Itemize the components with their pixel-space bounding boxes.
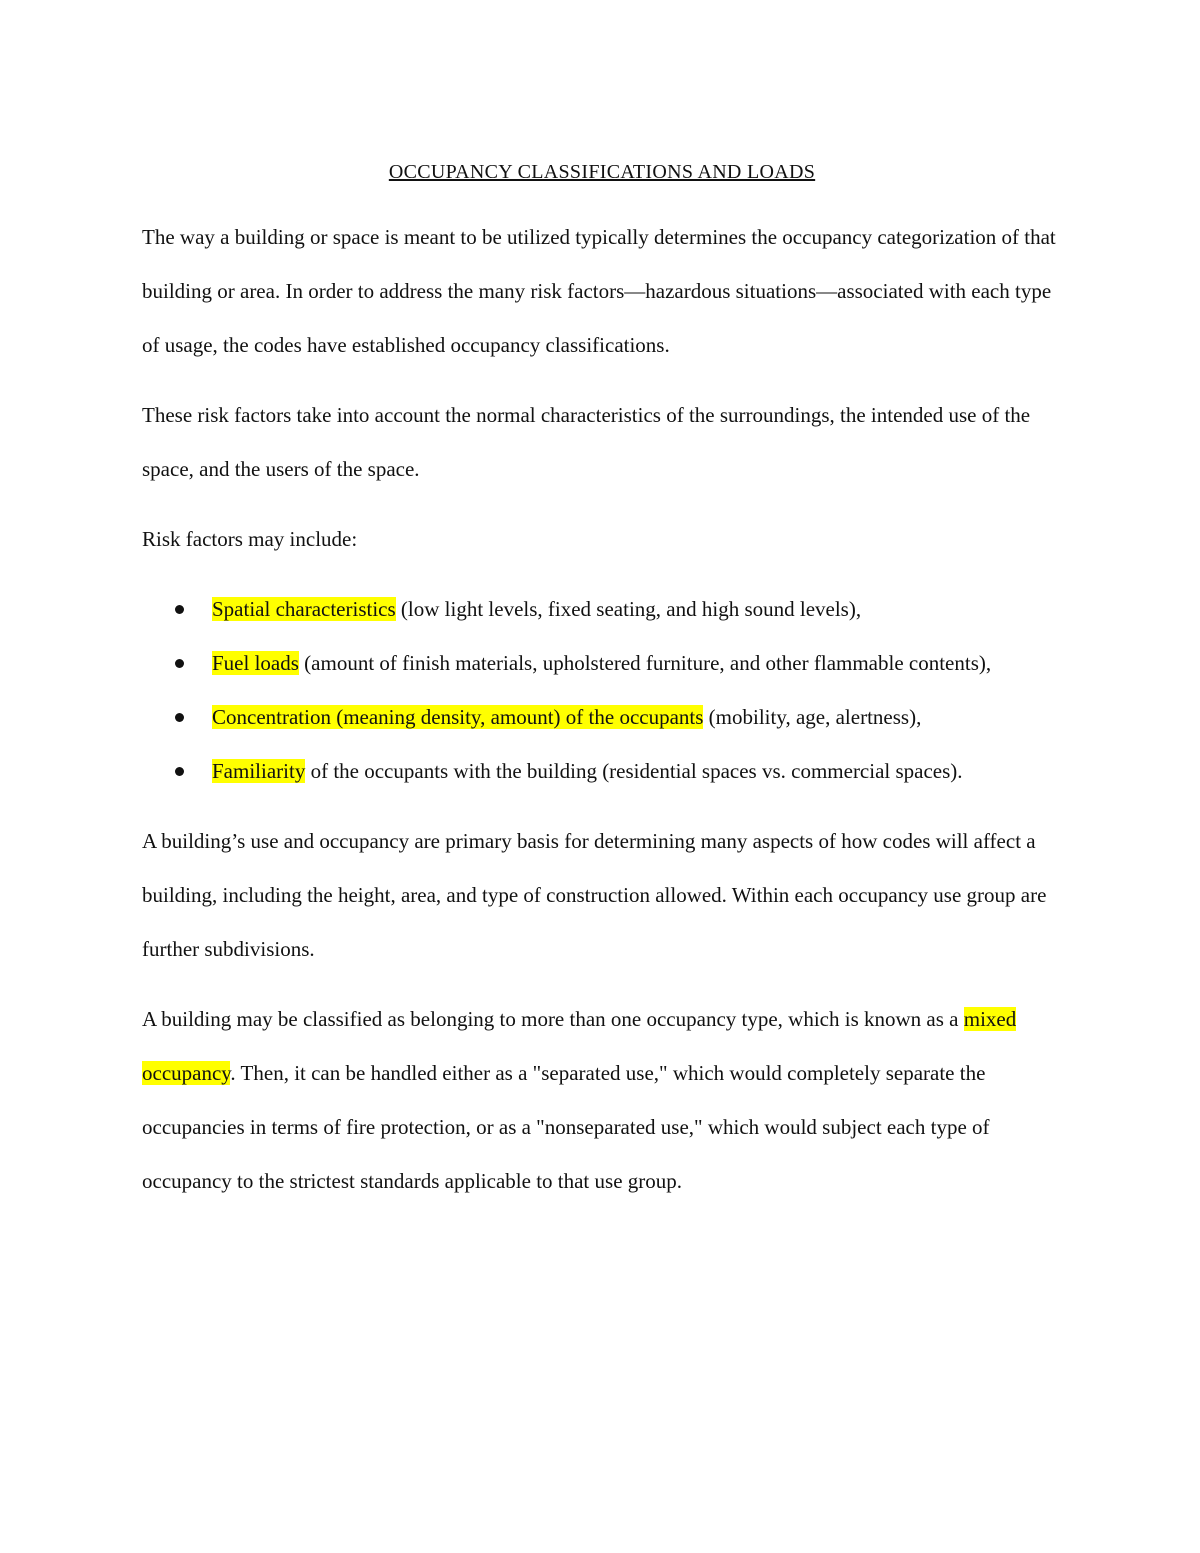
- highlighted-term: Fuel loads: [212, 651, 299, 675]
- use-and-occupancy-paragraph: A building’s use and occupancy are primary basis for determining many aspects of how codes will affect a building, including the height, area, and type of construction allowed. Within each occupancy use group are further subdivisions.: [142, 829, 1047, 961]
- bullet-icon: [175, 659, 184, 668]
- paragraph-text: . Then, it can be handled either as a "separated use," which would completely separate the occupancies in terms of fire protection, or as a "nonseparated use," which would subject each type of occupancy to the strictest standards applicable to that use group.: [142, 1061, 990, 1193]
- risk-factors-list: [142, 582, 1062, 798]
- list-item-text: of the occupants with the building (residential spaces vs. commercial spaces).: [305, 759, 963, 783]
- list-item: [142, 690, 1062, 744]
- list-item: [142, 582, 1062, 636]
- bullet-icon: [175, 605, 184, 614]
- list-item-text: (amount of finish materials, upholstered furniture, and other flammable contents),: [298, 651, 992, 675]
- highlighted-term: Familiarity: [212, 759, 306, 783]
- list-item-text: (low light levels, fixed seating, and high sound levels),: [395, 597, 862, 621]
- bullet-icon: [175, 767, 184, 776]
- list-item-text: (mobility, age, alertness),: [703, 705, 922, 729]
- risk-factors-paragraph: These risk factors take into account the normal characteristics of the surroundings, the intended use of the space, and the users of the space.: [142, 403, 1031, 481]
- risk-factors-intro: Risk factors may include:: [142, 527, 358, 551]
- paragraph-text: A building may be classified as belonging to more than one occupancy type, which is known as a: [142, 1007, 964, 1031]
- mixed-occupancy-paragraph: [142, 992, 1062, 1208]
- bullet-icon: [175, 713, 184, 722]
- page-title: OCCUPANCY CLASSIFICATIONS AND LOADS: [388, 161, 816, 183]
- highlighted-term: mixed occupancy: [142, 1007, 1017, 1085]
- intro-paragraph: The way a building or space is meant to be utilized typically determines the occupancy categorization of that building or area. In order to address the many risk factors—hazardous situations—associated with each type of usage, the codes have established occupancy classifications.: [142, 225, 1056, 357]
- list-item: [142, 636, 1062, 690]
- highlighted-term: Spatial characteristics: [212, 597, 396, 621]
- highlighted-term: Concentration (meaning density, amount) of the occupants: [212, 705, 704, 729]
- document-body: [142, 150, 1062, 1224]
- list-item: [142, 744, 1062, 798]
